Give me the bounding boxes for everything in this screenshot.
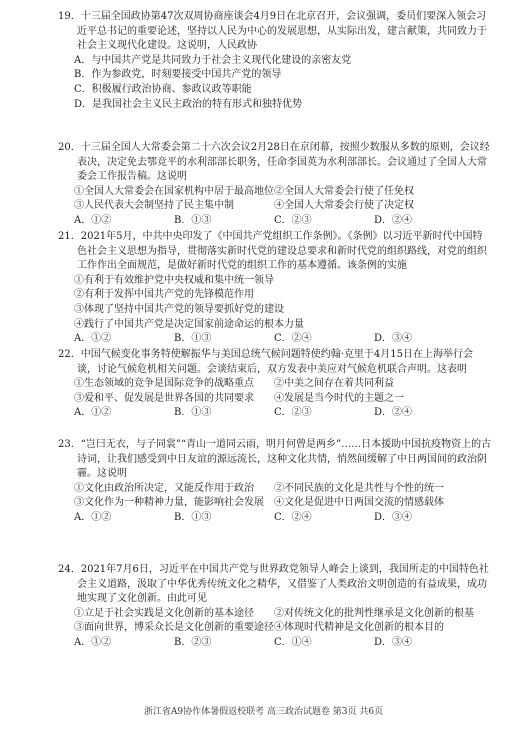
choice-row bbox=[58, 636, 492, 651]
option-a: A．与中国共产党是共同致力于社会主义现代化建设的亲密友党 bbox=[74, 54, 352, 66]
question-stem: 20．十三届全国人大常委会第二十六次会议2月28日在京闭幕，按照少数服从多数的原则，会议经表决，决定免去鄂竞平的水利部部长职务，任命李国英为水利部部长。会议通过了全国人大常委会工作报告稿。这说明 bbox=[58, 142, 490, 183]
statement: ②中美之间存在着共同利益 bbox=[274, 378, 394, 390]
statement: ①立足于社会实践是文化创新的基本途径 bbox=[74, 607, 254, 619]
choice-row bbox=[58, 214, 492, 229]
statement: ①文化由政治所决定，又能反作用于政治 bbox=[74, 482, 254, 494]
statement: ②有利于发挥中国共产党的先锋模范作用 bbox=[74, 289, 254, 301]
statement: ④体现时代精神是文化创新的根本目的 bbox=[274, 622, 444, 634]
choice-c: C．②④ bbox=[274, 333, 312, 345]
statement-row bbox=[58, 199, 492, 214]
statement: ③文化作为一种精神力量，能影响社会发展 bbox=[74, 497, 264, 509]
choice-b: B．②③ bbox=[174, 636, 212, 648]
option-c: C．积极履行政治协商、参政议政等职能 bbox=[74, 83, 252, 95]
statement: ①全国人大常委会在国家机构中居于最高地位 bbox=[74, 185, 274, 197]
choice-d: D．②④ bbox=[374, 407, 413, 419]
question-stem: 23．“岂曰无衣，与子同裳”“青山一道同云雨，明月何曾是两乡”……日本援助中国抗疫物资上的古诗词，让我们感受到中日友谊的源远流长，这种文化共情，悄然间缓解了中日两国间的政治阴霾。这说明 bbox=[58, 439, 492, 480]
statement: ②不同民族的文化是共性与个性的统一 bbox=[274, 482, 444, 494]
choice-b: B．①③ bbox=[174, 214, 212, 226]
statement: ③面向世界，博采众长是文化创新的重要途径 bbox=[74, 622, 274, 634]
statement: ③爱和平、促发展是世界各国的共同要求 bbox=[74, 392, 254, 404]
statement-row bbox=[58, 496, 492, 511]
choice-row bbox=[58, 332, 492, 347]
statement: ④践行了中国共产党是决定国家前途命运的根本力量 bbox=[74, 318, 304, 330]
choice-b: B．①③ bbox=[174, 511, 212, 523]
statement: ②对传统文化的批判性继承是文化创新的根基 bbox=[274, 607, 474, 619]
statement: ②全国人大常委会行使了任免权 bbox=[274, 185, 414, 197]
option-d: D．是我国社会主义民主政治的特有形式和独特优势 bbox=[74, 98, 303, 110]
choice-c: C．②④ bbox=[274, 511, 312, 523]
choice-a: A．①② bbox=[74, 214, 112, 226]
choice-b: B．①③ bbox=[174, 407, 212, 419]
statement: ④文化是促进中日两国交流的情感载体 bbox=[274, 497, 444, 509]
question-stem: 19．十三届全国政协第47次双周协商座谈会4月9日在北京召开，会议强调，委员们要深入领会习近平总书记的重要论述，坚持以人民为中心的发展思想，从实际出发，建言献策，共同致力于社会主义现代化建设。这说明，人民政协 bbox=[58, 11, 487, 52]
statement: ③体现了坚持中国共产党的领导要抓好党的建设 bbox=[74, 303, 284, 315]
choice-c: C．②③ bbox=[274, 407, 312, 419]
page-footer: 浙江省A9协作体暑假返校联考 高三政治试题卷 第3页 共6页 bbox=[143, 707, 384, 717]
question-21 bbox=[58, 230, 492, 347]
choice-a: A．①② bbox=[74, 407, 112, 419]
question-stem: 24．2021年7月6日，习近平在中国共产党与世界政党领导人峰会上谈到，我国所走的中国特色社会主义道路，汲取了中华优秀传统文化之精华，又借鉴了人类政治文明创造的有益成果，成功地实现了文化创新。由此可见 bbox=[58, 564, 489, 605]
choice-c: C．①④ bbox=[274, 636, 312, 648]
statement-row bbox=[58, 621, 492, 636]
statement: ④全国人大常委会行使了决定权 bbox=[274, 200, 414, 212]
question-24 bbox=[58, 563, 492, 651]
question-stem: 21．2021年5月，中共中央印发了《中国共产党组织工作条例》。《条例》以习近平新时代中国特色社会主义思想为指导，贯彻落实新时代党的建设总要求和新时代党的组织路线，对党的组织工作作出全面规范，是做好新时代党的组织工作的基本遵循。该条例的实施 bbox=[58, 231, 487, 272]
choice-d: D．②④ bbox=[374, 214, 413, 226]
choice-a: A．①② bbox=[74, 511, 112, 523]
question-19 bbox=[58, 10, 492, 112]
statement-row bbox=[58, 482, 492, 497]
statement: ④发展是当今时代的主题之一 bbox=[274, 392, 404, 404]
statement: ①生态领域的竞争是国际竞争的战略重点 bbox=[74, 378, 254, 390]
choice-d: D．③④ bbox=[374, 511, 413, 523]
statement-row bbox=[58, 607, 492, 622]
statement-row bbox=[58, 377, 492, 392]
choice-a: A．①② bbox=[74, 636, 112, 648]
question-22 bbox=[58, 348, 492, 421]
option-b: B．作为参政党，时刻要接受中国共产党的领导 bbox=[74, 69, 282, 81]
statement: ①有利于有效维护党中央权威和集中统一领导 bbox=[74, 274, 274, 286]
choice-a: A．①② bbox=[74, 333, 112, 345]
choice-b: B．①③ bbox=[174, 333, 212, 345]
statement: ③人民代表大会制坚持了民主集中制 bbox=[74, 200, 234, 212]
choice-row bbox=[58, 406, 492, 421]
choice-row bbox=[58, 511, 492, 526]
question-20 bbox=[58, 141, 492, 229]
question-23 bbox=[58, 438, 492, 526]
choice-d: D．③④ bbox=[374, 333, 413, 345]
choice-c: C．②③ bbox=[274, 214, 312, 226]
choice-d: D．③④ bbox=[374, 636, 413, 648]
statement-row bbox=[58, 185, 492, 200]
statement-row bbox=[58, 392, 492, 407]
question-stem: 22．中国气候变化事务特使解振华与美国总统气候问题特使约翰·克里于4月15日在上海举行会谈，讨论气候危机相关问题。会谈结束后，双方发表中美应对气候危机联合声明。这表明 bbox=[58, 349, 473, 375]
